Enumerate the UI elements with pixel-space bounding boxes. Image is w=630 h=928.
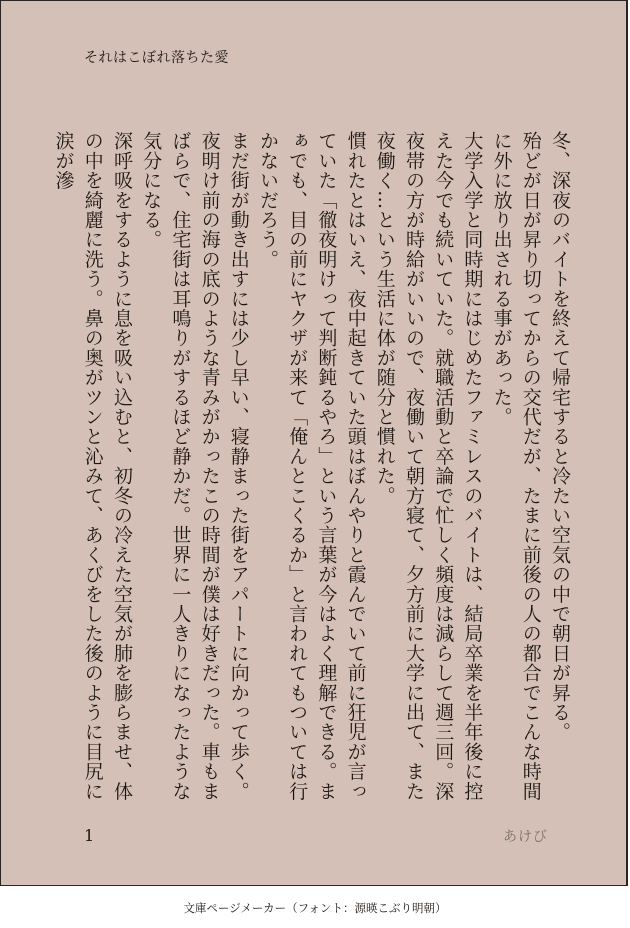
paragraph: 冬、深夜のバイトを終えて帰宅すると冷たい空気の中で朝日が昇る。 <box>549 131 571 742</box>
paragraph: 殆どが日が昇り切ってからの交代だが、たまに前後の人の都合でこんな時間に外に放り出される事があった。 <box>490 131 542 801</box>
page-number: 1 <box>84 826 95 845</box>
book-title: それはこぼれ落ちた愛 <box>84 50 229 66</box>
paragraph: まだ街が動き出すには少し早い、寝静まった街をアパートに向かって歩く。夜明け前の海の底のような青みがかったこの時間が僕は好きだった。車もまばらで、住宅街は耳鳴りがするほど静かだ。世界に一人きりになったような気分になる。 <box>140 131 250 801</box>
paragraph: 大学入学と同時期にはじめたファミレスのバイトは、結局卒業を半年後に控えた今でも続いていた。就職活動と卒論で忙しく頻度は減らして週三回。深夜帯の方が時給がいいので、夜働いて朝方寝て、夕方前に大学に出て、また夜働く…という生活に体が随分と慣れた。 <box>373 131 484 801</box>
author-name: あけび <box>503 829 548 845</box>
paragraph: 深呼吸をするように息を吸い込むと、初冬の冷えた空気が肺を膨らませ、体の中を綺麗に洗う。鼻の奥がツンと沁みて、あくびをした後のように目尻に涙が滲 <box>52 131 133 801</box>
paragraph: 慣れたとはいえ、夜中起きていた頭はぼんやりと霞んでいて前に狂児が言っていた「徹夜明けって判断鈍るやろ」という言葉が今はよく理解できる。まぁでも、目の前にヤクザが来て「俺んとこくるか」と言われてもついては行かないだろう。 <box>256 131 367 801</box>
body-text <box>48 131 574 811</box>
generator-credit: 文庫ページメーカー（フォント：源暎こぶり明朝） <box>183 901 447 915</box>
